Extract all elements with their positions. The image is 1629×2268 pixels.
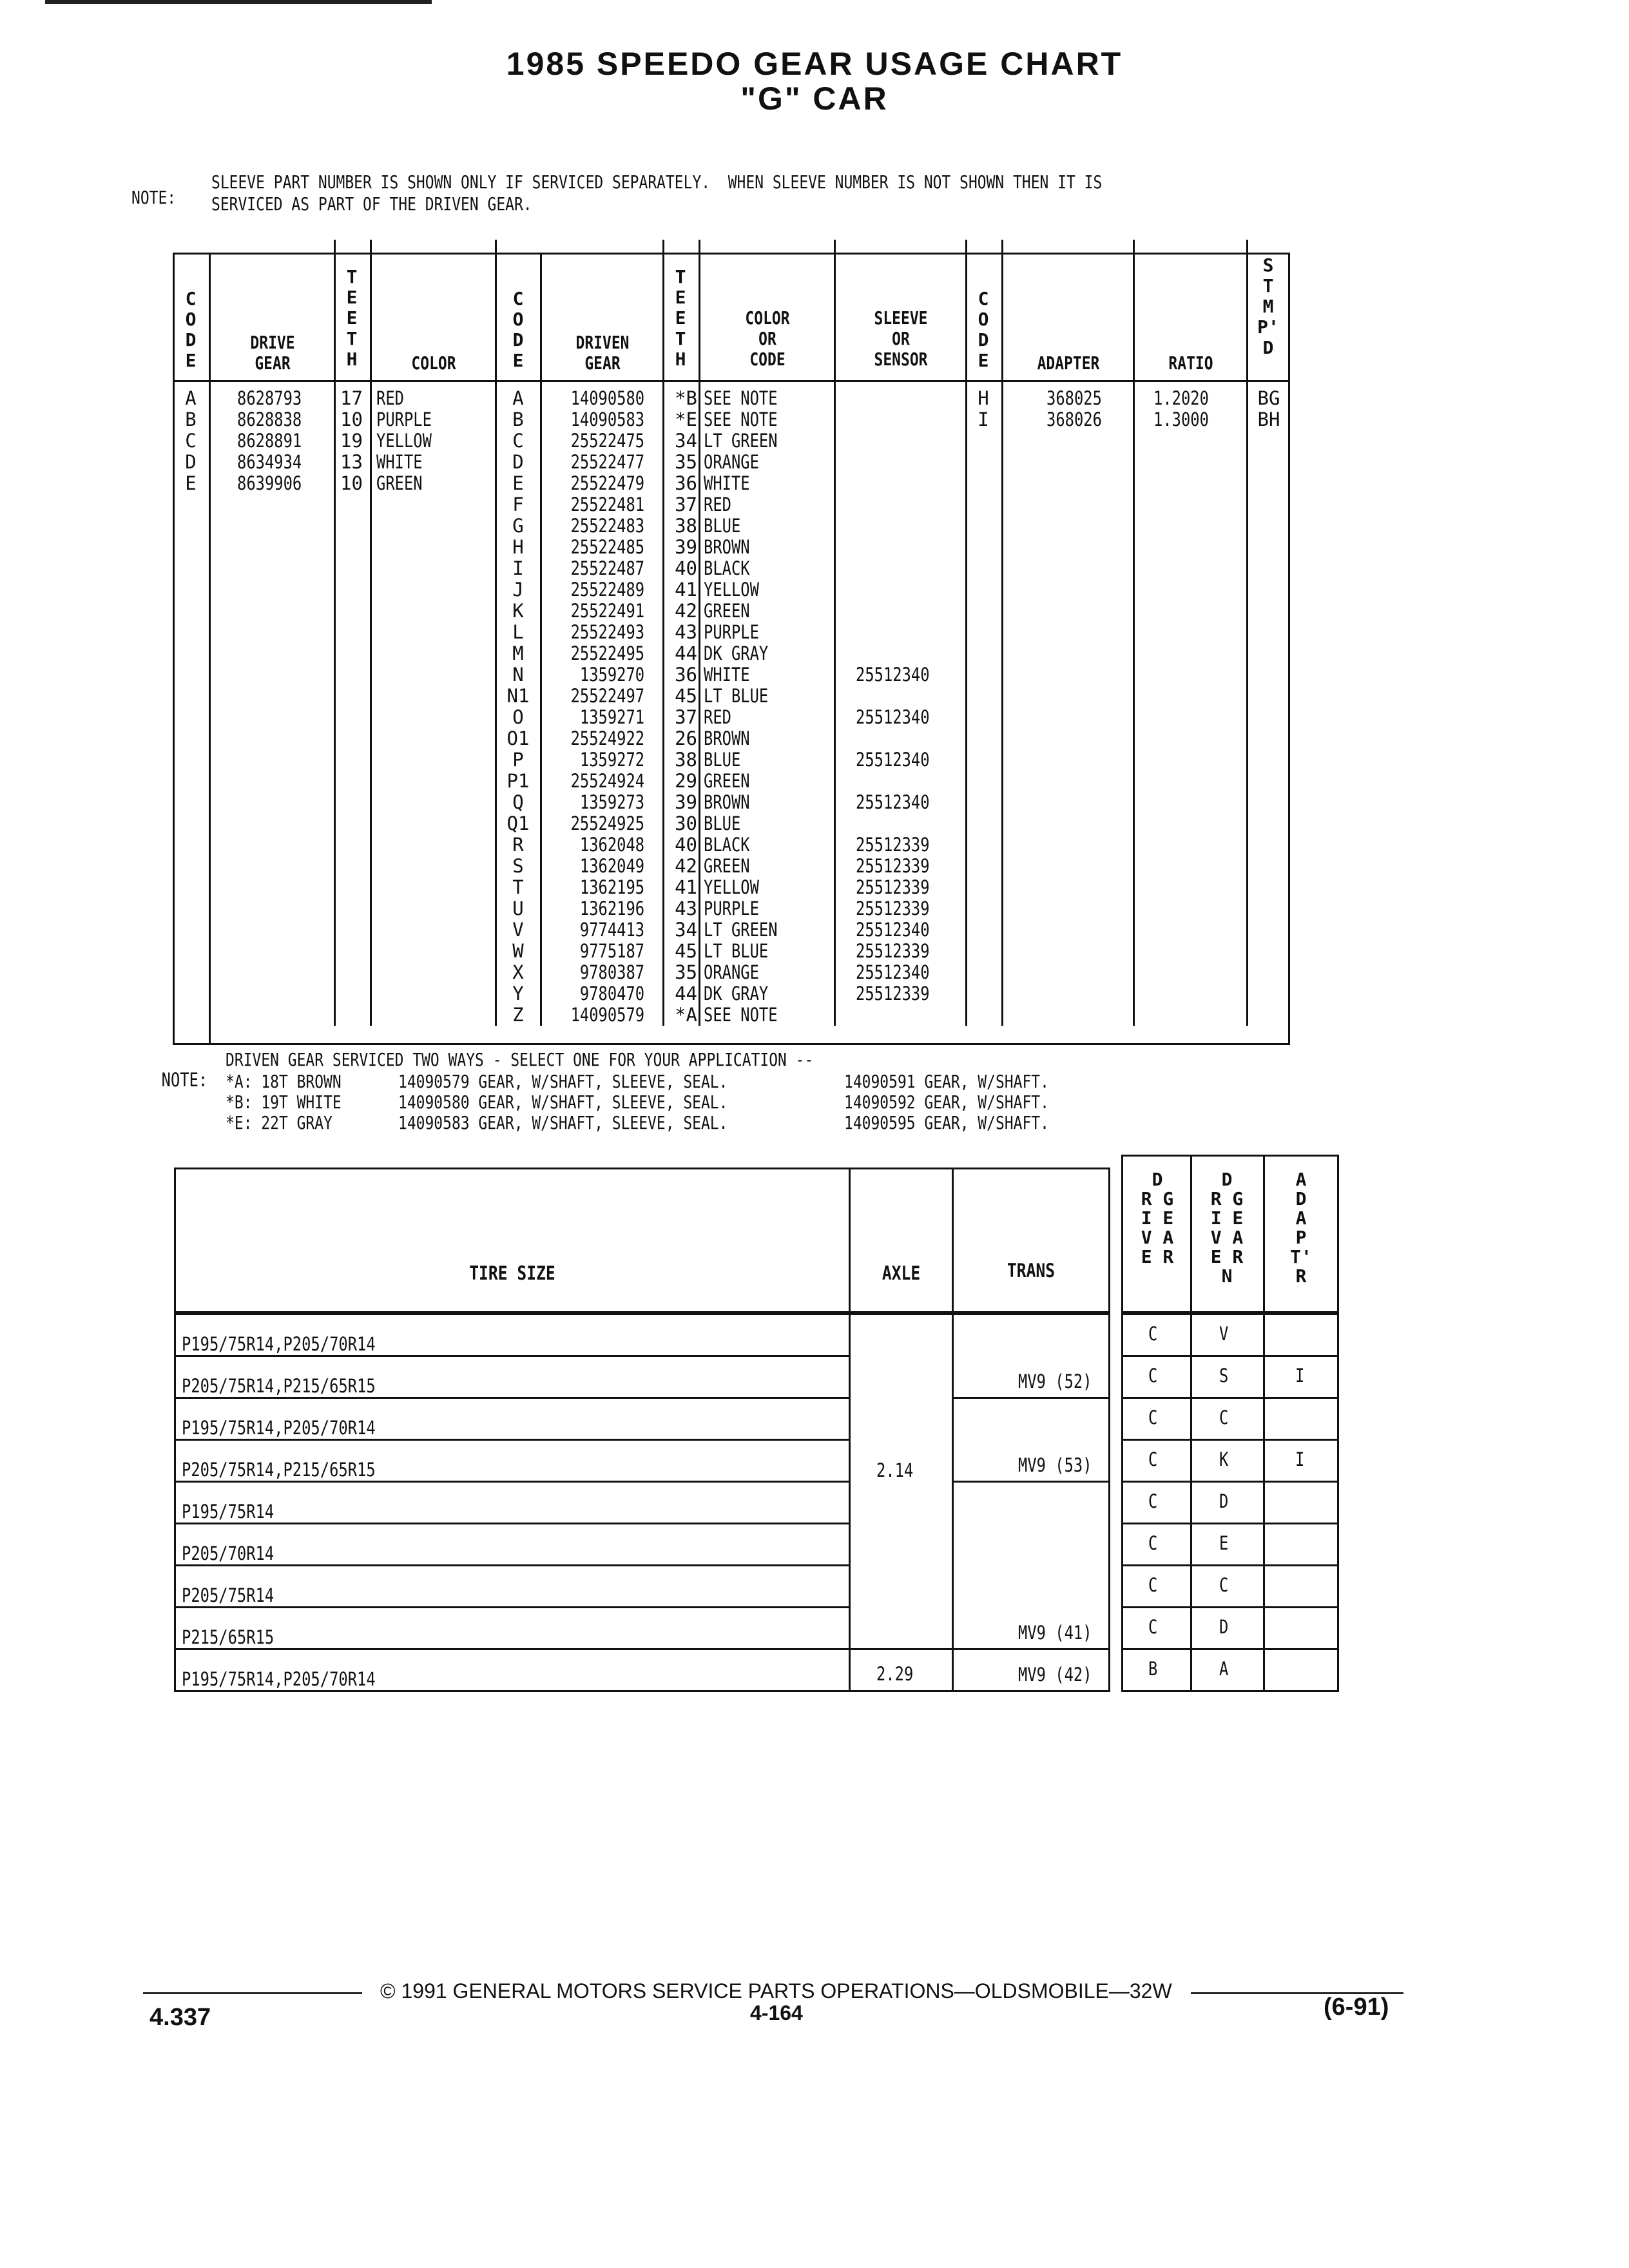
driven-gear-number: 14090583 bbox=[570, 408, 645, 430]
header-color-or-code: COLOR OR CODE bbox=[745, 307, 790, 370]
adapter-code: I bbox=[1295, 1448, 1305, 1470]
driven-gear-number: 25522491 bbox=[570, 600, 645, 622]
driven-code: K bbox=[512, 600, 524, 622]
driven-code: G bbox=[512, 515, 524, 537]
tire-cell bbox=[174, 1481, 851, 1524]
tire-size-table bbox=[174, 1155, 1339, 1696]
driven-color: WHITE bbox=[704, 664, 750, 686]
driven-teeth-count: 39 bbox=[675, 791, 697, 813]
driven-note-a: 14090583 GEAR, W/SHAFT, SLEEVE, SEAL. bbox=[398, 1112, 728, 1133]
adapter-ratio: 1.3000 bbox=[1153, 408, 1209, 430]
driven-code: T bbox=[512, 876, 524, 898]
sleeve-number bbox=[856, 388, 930, 409]
driven-teeth-count: 44 bbox=[675, 642, 697, 664]
header-driven-teeth: T E E T H bbox=[675, 266, 686, 370]
drive-gear-code: C bbox=[1148, 1616, 1158, 1638]
adapter-number-column bbox=[1046, 388, 1102, 430]
driven-gear-number: 1362196 bbox=[579, 898, 645, 919]
axle-ratio: 2.14 bbox=[876, 1459, 914, 1481]
driven-color: BLUE bbox=[704, 515, 741, 537]
driven-gear-number: 25524924 bbox=[570, 770, 645, 792]
note-text-line1: SLEEVE PART NUMBER IS SHOWN ONLY IF SERVICED SEPARATELY. WHEN SLEEVE NUMBER IS NOT SHOWN THEN IT IS bbox=[211, 171, 1103, 193]
drive-code: E bbox=[185, 472, 197, 494]
driven-teeth-count: 40 bbox=[675, 834, 697, 856]
driven-teeth-count: 30 bbox=[675, 812, 697, 834]
driven-gear-code: K bbox=[1219, 1448, 1229, 1470]
tire-cell bbox=[174, 1606, 851, 1650]
sleeve-number: 25512339 bbox=[856, 940, 930, 962]
driven-teeth-count: *B bbox=[675, 387, 697, 409]
header-adapter-code: C O D E bbox=[978, 288, 989, 371]
adapter-code: H bbox=[978, 387, 989, 409]
driven-teeth-count: *E bbox=[675, 408, 697, 430]
driven-teeth-count: 42 bbox=[675, 855, 697, 877]
driven-code: W bbox=[512, 940, 524, 962]
sleeve-number: 25512340 bbox=[856, 791, 930, 813]
driven-gear-number: 25522495 bbox=[570, 642, 645, 664]
driven-gear-number: 25524922 bbox=[570, 727, 645, 749]
driven-note-key: *E: 22T GRAY bbox=[226, 1112, 333, 1133]
header-driven-code: C O D E bbox=[512, 288, 524, 371]
drive-gear-code: C bbox=[1148, 1365, 1158, 1387]
sleeve-number bbox=[856, 409, 930, 430]
axle-header-cell bbox=[849, 1168, 954, 1313]
tire-size: P195/75R14,P205/70R14 bbox=[182, 1417, 376, 1439]
drive-gear-number: 8634934 bbox=[237, 451, 302, 473]
gear-table-header-rule bbox=[173, 380, 1290, 382]
trans-code: MV9 (52) bbox=[1018, 1370, 1092, 1392]
drive-gear-code: C bbox=[1148, 1532, 1158, 1554]
driven-color: YELLOW bbox=[704, 876, 759, 898]
adapter-code: I bbox=[1295, 1365, 1305, 1387]
driven-color: BROWN bbox=[704, 536, 750, 558]
footer-page-right: (6-91) bbox=[1324, 1994, 1389, 2021]
axle-cell-a bbox=[849, 1313, 954, 1650]
drive-gear-number: 8628891 bbox=[237, 430, 302, 452]
page-title: 1985 SPEEDO GEAR USAGE CHART bbox=[506, 46, 1123, 82]
driven-color: BROWN bbox=[704, 791, 750, 813]
sleeve-number bbox=[856, 813, 930, 834]
drive-color: YELLOW bbox=[376, 430, 432, 452]
trans-code: MV9 (42) bbox=[1018, 1664, 1092, 1686]
driven-gear-number: 1359273 bbox=[579, 791, 645, 813]
adapter-cell bbox=[1263, 1313, 1339, 1357]
driven-teeth-count: 34 bbox=[675, 919, 697, 941]
drive-gear-code: C bbox=[1148, 1490, 1158, 1512]
driven-code: S bbox=[512, 855, 524, 877]
driven-teeth-count: 36 bbox=[675, 472, 697, 494]
sleeve-number: 25512339 bbox=[856, 855, 930, 877]
driven-note-key: *A: 18T BROWN bbox=[226, 1071, 342, 1092]
tire-size: P205/75R14,P215/65R15 bbox=[182, 1375, 376, 1397]
drive-code: B bbox=[185, 408, 197, 430]
driven-color: SEE NOTE bbox=[704, 1004, 778, 1026]
driven-code: J bbox=[512, 579, 524, 601]
header-driven-gear-code: D R G I E V A E R N bbox=[1210, 1169, 1244, 1287]
sleeve-number: 25512339 bbox=[856, 834, 930, 856]
header-tire-size: TIRE SIZE bbox=[469, 1262, 555, 1284]
driven-color: ORANGE bbox=[704, 451, 759, 473]
header-drive-color: COLOR bbox=[411, 352, 456, 374]
driven-color: RED bbox=[704, 494, 731, 515]
driven-code-column bbox=[500, 388, 536, 1026]
sleeve-number bbox=[856, 494, 930, 515]
header-drive-gear: DRIVE GEAR bbox=[250, 332, 295, 374]
driven-gear-code: V bbox=[1219, 1323, 1229, 1345]
driven-teeth-count: 40 bbox=[675, 557, 697, 579]
header-trans: TRANS bbox=[1007, 1260, 1055, 1282]
driven-gear-code: S bbox=[1219, 1365, 1229, 1387]
driven-teeth-count: 35 bbox=[675, 451, 697, 473]
driven-gear-code: C bbox=[1219, 1407, 1229, 1428]
adapter-cell bbox=[1263, 1564, 1339, 1608]
header-driven-gear: DRIVEN GEAR bbox=[575, 332, 630, 374]
driven-color: LT GREEN bbox=[704, 430, 778, 452]
driven-gear-number: 1362195 bbox=[579, 876, 645, 898]
drive-gear-number: 8639906 bbox=[237, 472, 302, 494]
drive-gear-code: C bbox=[1148, 1448, 1158, 1470]
driven-teeth-count: 44 bbox=[675, 983, 697, 1004]
drive-gear-number: 8628793 bbox=[237, 387, 302, 409]
sleeve-number: 25512340 bbox=[856, 961, 930, 983]
drive-color-column bbox=[376, 388, 432, 494]
sleeve-column bbox=[856, 388, 930, 1026]
driven-note-a: 14090579 GEAR, W/SHAFT, SLEEVE, SEAL. bbox=[398, 1071, 728, 1092]
driven-gear-code: D bbox=[1219, 1616, 1229, 1638]
driven-color: RED bbox=[704, 706, 731, 728]
driven-note-b: 14090595 GEAR, W/SHAFT. bbox=[844, 1112, 1049, 1133]
sleeve-number: 25512339 bbox=[856, 983, 930, 1004]
driven-gear-note bbox=[143, 1049, 207, 1090]
driven-code: L bbox=[512, 621, 524, 643]
sleeve-number bbox=[856, 452, 930, 473]
driven-note-b: 14090591 GEAR, W/SHAFT. bbox=[844, 1071, 1049, 1092]
sleeve-number bbox=[856, 1004, 930, 1026]
driven-code: Z bbox=[512, 1004, 524, 1026]
driven-code: U bbox=[512, 898, 524, 919]
tire-size: P215/65R15 bbox=[182, 1626, 275, 1648]
note-text-line2: SERVICED AS PART OF THE DRIVEN GEAR. bbox=[211, 193, 532, 215]
driven-gear-number: 1359270 bbox=[579, 664, 645, 686]
header-ratio: RATIO bbox=[1168, 352, 1213, 374]
driven-color: GREEN bbox=[704, 855, 750, 877]
adapter-ratio: 1.2020 bbox=[1153, 387, 1209, 409]
driven-gear-number: 25522481 bbox=[570, 494, 645, 515]
sleeve-number bbox=[856, 430, 930, 452]
driven-gear-code: E bbox=[1219, 1532, 1229, 1554]
sleeve-number bbox=[856, 579, 930, 601]
trans-code: MV9 (41) bbox=[1018, 1622, 1092, 1644]
driven-gear-number: 14090580 bbox=[570, 387, 645, 409]
adapter-code-column bbox=[970, 388, 996, 430]
driven-gear-number: 9774413 bbox=[579, 919, 645, 941]
drive-gear-number: 8628838 bbox=[237, 408, 302, 430]
driven-color: DK GRAY bbox=[704, 642, 769, 664]
top-rule bbox=[45, 0, 432, 4]
axle-ratio: 2.29 bbox=[876, 1663, 914, 1685]
sleeve-number: 25512340 bbox=[856, 749, 930, 771]
driven-gear-number: 1362049 bbox=[579, 855, 645, 877]
drive-code: D bbox=[185, 451, 197, 473]
driven-gear-number: 25522485 bbox=[570, 536, 645, 558]
driven-note-b: 14090592 GEAR, W/SHAFT. bbox=[844, 1091, 1049, 1113]
drive-code: C bbox=[185, 430, 197, 452]
header-adapter-code: A D A P T' R bbox=[1290, 1169, 1312, 1287]
driven-color: BROWN bbox=[704, 727, 750, 749]
driven-color: SEE NOTE bbox=[704, 408, 778, 430]
header-drive-code: C O D E bbox=[185, 288, 197, 371]
header-adapter: ADAPTER bbox=[1037, 352, 1100, 374]
driven-teeth-count: 41 bbox=[675, 579, 697, 601]
footer-page-center: 4-164 bbox=[750, 2001, 803, 2024]
driven-gear-code: D bbox=[1219, 1490, 1229, 1512]
drive-gear-code: C bbox=[1148, 1574, 1158, 1596]
driven-code: Y bbox=[512, 983, 524, 1004]
header-sleeve-or-sensor: SLEEVE OR SENSOR bbox=[874, 307, 928, 370]
drive-teeth-count: 13 bbox=[340, 451, 363, 473]
driven-gear-number: 1359271 bbox=[579, 706, 645, 728]
driven-color: BLUE bbox=[704, 812, 741, 834]
sleeve-number bbox=[856, 601, 930, 622]
driven-code: C bbox=[512, 430, 524, 452]
driven-color: YELLOW bbox=[704, 579, 759, 601]
driven-color: BLACK bbox=[704, 834, 750, 856]
driven-color: LT BLUE bbox=[704, 685, 769, 707]
driven-teeth-count: 38 bbox=[675, 515, 697, 537]
adapter-cell bbox=[1263, 1606, 1339, 1650]
driven-color: LT BLUE bbox=[704, 940, 769, 962]
drive-teeth-count: 10 bbox=[340, 472, 363, 494]
drive-color: GREEN bbox=[376, 472, 423, 494]
tire-cell bbox=[174, 1523, 851, 1566]
adapter-cell bbox=[1263, 1523, 1339, 1566]
driven-gear-number: 25522493 bbox=[570, 621, 645, 643]
driven-color: ORANGE bbox=[704, 961, 759, 983]
sleeve-number bbox=[856, 728, 930, 749]
driven-teeth-count: 26 bbox=[675, 727, 697, 749]
drive-color: WHITE bbox=[376, 451, 423, 473]
driven-code: N bbox=[512, 664, 524, 686]
driven-code: P bbox=[512, 749, 524, 771]
header-drive-gear-code: D R G I E V A E R bbox=[1141, 1169, 1174, 1267]
adapter-code: I bbox=[978, 408, 989, 430]
driven-color: PURPLE bbox=[704, 898, 759, 919]
driven-teeth-count: *A bbox=[675, 1004, 697, 1026]
drive-gear-code: C bbox=[1148, 1323, 1158, 1345]
driven-code: O bbox=[512, 706, 524, 728]
driven-gear-number: 1362048 bbox=[579, 834, 645, 856]
driven-gear-number: 25522479 bbox=[570, 472, 645, 494]
tire-size: P205/75R14 bbox=[182, 1584, 275, 1606]
driven-gear-number: 25522483 bbox=[570, 515, 645, 537]
driven-note-a: 14090580 GEAR, W/SHAFT, SLEEVE, SEAL. bbox=[398, 1091, 728, 1113]
driven-teeth-count: 35 bbox=[675, 961, 697, 983]
driven-code: M bbox=[512, 642, 524, 664]
driven-teeth-count: 45 bbox=[675, 685, 697, 707]
stamped-column bbox=[1253, 388, 1285, 430]
driven-color: WHITE bbox=[704, 472, 750, 494]
driven-teeth-count: 36 bbox=[675, 664, 697, 686]
driven-code: B bbox=[512, 408, 524, 430]
driven-code: N1 bbox=[506, 685, 530, 707]
drive-teeth-count: 10 bbox=[340, 408, 363, 430]
driven-color-column bbox=[704, 388, 778, 1026]
driven-code: V bbox=[512, 919, 524, 941]
driven-color: DK GRAY bbox=[704, 983, 769, 1004]
driven-gear-column bbox=[557, 388, 644, 1026]
driven-gear-number: 25522497 bbox=[570, 685, 645, 707]
sleeve-number: 25512340 bbox=[856, 919, 930, 941]
sleeve-number bbox=[856, 558, 930, 579]
driven-note-key: *B: 19T WHITE bbox=[226, 1091, 342, 1113]
drive-gear-column bbox=[237, 388, 302, 494]
driven-teeth-count: 34 bbox=[675, 430, 697, 452]
header-drive-teeth: T E E T H bbox=[346, 266, 358, 370]
driven-teeth-count: 45 bbox=[675, 940, 697, 962]
adapter-cell bbox=[1263, 1481, 1339, 1524]
driven-note-label: NOTE: bbox=[161, 1069, 208, 1091]
page-subtitle: "G" CAR bbox=[740, 81, 889, 117]
adapter-stamp: BH bbox=[1257, 408, 1280, 430]
sleeve-number bbox=[856, 515, 930, 537]
drive-code: A bbox=[185, 387, 197, 409]
gear-usage-table bbox=[173, 240, 1290, 1045]
driven-color: BLUE bbox=[704, 749, 741, 771]
driven-color: SEE NOTE bbox=[704, 387, 778, 409]
driven-gear-code: C bbox=[1219, 1574, 1229, 1596]
adapter-cell bbox=[1263, 1397, 1339, 1441]
adapter-stamp: BG bbox=[1257, 387, 1280, 409]
driven-code: O1 bbox=[506, 727, 530, 749]
driven-gear-number: 9775187 bbox=[579, 940, 645, 962]
driven-note-line1: DRIVEN GEAR SERVICED TWO WAYS - SELECT ONE FOR YOUR APPLICATION -- bbox=[226, 1049, 814, 1070]
driven-teeth-count: 38 bbox=[675, 749, 697, 771]
drive-teeth-count: 17 bbox=[340, 387, 363, 409]
driven-code: Q bbox=[512, 791, 524, 813]
driven-teeth-count: 29 bbox=[675, 770, 697, 792]
driven-gear-number: 1359272 bbox=[579, 749, 645, 771]
driven-code: A bbox=[512, 387, 524, 409]
driven-teeth-count: 43 bbox=[675, 898, 697, 919]
drive-color: RED bbox=[376, 387, 404, 409]
driven-gear-number: 25522487 bbox=[570, 557, 645, 579]
driven-code: R bbox=[512, 834, 524, 856]
ratio-column bbox=[1153, 388, 1209, 430]
driven-color: GREEN bbox=[704, 600, 750, 622]
driven-code: I bbox=[512, 557, 524, 579]
sleeve-number bbox=[856, 622, 930, 643]
footer-rule-left bbox=[143, 1992, 362, 1994]
tire-size: P195/75R14 bbox=[182, 1501, 275, 1523]
drive-teeth-count: 19 bbox=[340, 430, 363, 452]
driven-teeth-count: 37 bbox=[675, 494, 697, 515]
footer-copyright: © 1991 GENERAL MOTORS SERVICE PARTS OPERATIONS—OLDSMOBILE—32W bbox=[380, 1979, 1172, 2003]
driven-code: F bbox=[512, 494, 524, 515]
driven-color: PURPLE bbox=[704, 621, 759, 643]
driven-code: D bbox=[512, 451, 524, 473]
driven-code: H bbox=[512, 536, 524, 558]
driven-teeth-count: 43 bbox=[675, 621, 697, 643]
drive-color: PURPLE bbox=[376, 408, 432, 430]
drive-gear-code: B bbox=[1148, 1658, 1158, 1680]
driven-code: P1 bbox=[506, 770, 530, 792]
driven-gear-number: 9780470 bbox=[579, 983, 645, 1004]
driven-teeth-column bbox=[665, 388, 697, 1026]
sleeve-number bbox=[856, 771, 930, 792]
sleeve-number: 25512340 bbox=[856, 664, 930, 686]
sleeve-number bbox=[856, 537, 930, 558]
tire-size: P195/75R14,P205/70R14 bbox=[182, 1333, 376, 1355]
driven-gear-number: 9780387 bbox=[579, 961, 645, 983]
driven-gear-number: 25522475 bbox=[570, 430, 645, 452]
tire-header-cell bbox=[174, 1168, 851, 1313]
driven-gear-code: A bbox=[1219, 1658, 1229, 1680]
sleeve-number bbox=[856, 686, 930, 707]
tire-size: P195/75R14,P205/70R14 bbox=[182, 1668, 376, 1690]
driven-color: LT GREEN bbox=[704, 919, 778, 941]
driven-gear-number: 25522477 bbox=[570, 451, 645, 473]
driven-color: BLACK bbox=[704, 557, 750, 579]
sleeve-number: 25512340 bbox=[856, 706, 930, 728]
trans-code: MV9 (53) bbox=[1018, 1454, 1092, 1476]
tire-size: P205/70R14 bbox=[182, 1542, 275, 1564]
sleeve-number: 25512339 bbox=[856, 876, 930, 898]
sleeve-number bbox=[856, 643, 930, 664]
driven-code: Q1 bbox=[506, 812, 530, 834]
footer-page-left: 4.337 bbox=[149, 2004, 211, 2031]
tire-cell bbox=[174, 1564, 851, 1608]
tire-size: P205/75R14,P215/65R15 bbox=[182, 1459, 376, 1481]
drive-teeth-column bbox=[340, 388, 363, 494]
sleeve-number: 25512339 bbox=[856, 898, 930, 919]
driven-code: E bbox=[512, 472, 524, 494]
driven-teeth-count: 42 bbox=[675, 600, 697, 622]
sleeve-number bbox=[856, 473, 930, 494]
driven-gear-number: 25522489 bbox=[570, 579, 645, 601]
driven-gear-number: 25524925 bbox=[570, 812, 645, 834]
trans-header-cell bbox=[952, 1168, 1110, 1313]
adapter-number: 368025 bbox=[1046, 387, 1102, 409]
drive-gear-code: C bbox=[1148, 1407, 1158, 1428]
adapter-cell bbox=[1263, 1648, 1339, 1692]
adapter-number: 368026 bbox=[1046, 408, 1102, 430]
driven-color: GREEN bbox=[704, 770, 750, 792]
driven-gear-number: 14090579 bbox=[570, 1004, 645, 1026]
driven-teeth-count: 37 bbox=[675, 706, 697, 728]
driven-teeth-count: 41 bbox=[675, 876, 697, 898]
driven-teeth-count: 39 bbox=[675, 536, 697, 558]
driven-code: X bbox=[512, 961, 524, 983]
header-axle: AXLE bbox=[882, 1262, 921, 1284]
note-label: NOTE: bbox=[131, 187, 177, 208]
drive-code-column bbox=[178, 388, 204, 494]
header-stamped: S T M P' D bbox=[1257, 255, 1279, 358]
